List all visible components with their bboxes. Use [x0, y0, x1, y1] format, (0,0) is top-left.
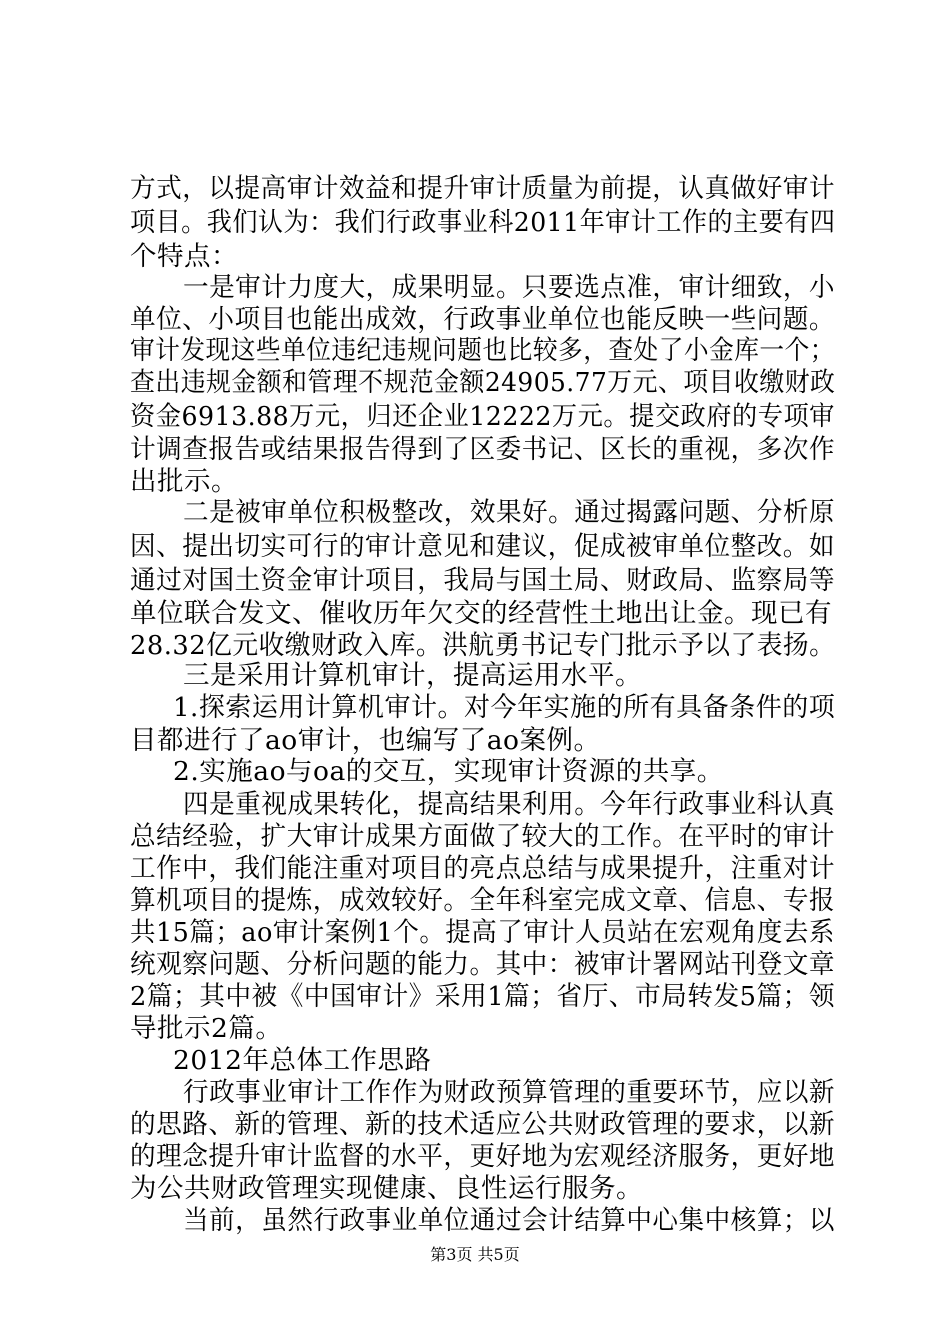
text-line: 28.32亿元收缴财政入库。洪航勇书记专门批示予以了表扬。	[130, 630, 836, 661]
text-line: 项目。我们认为：我们行政事业科2011年审计工作的主要有四	[130, 207, 836, 238]
page-number-footer: 第3页 共5页	[430, 1245, 520, 1264]
text-line: 目都进行了ao审计，也编写了ao案例。	[130, 725, 601, 756]
text-line: 的思路、新的管理、新的技术适应公共财政管理的要求，以新	[130, 1109, 836, 1140]
text-line: 三是采用计算机审计，提高运用水平。	[183, 660, 642, 691]
text-line: 单位、小项目也能出成效，行政事业单位也能反映一些问题。	[130, 304, 836, 335]
text-line: 2.实施ao与oa的交互，实现审计资源的共享。	[173, 756, 724, 787]
text-line: 为公共财政管理实现健康、良性运行服务。	[130, 1173, 643, 1204]
text-line: 当前，虽然行政事业单位通过会计结算中心集中核算；以	[183, 1205, 835, 1236]
text-line: 计调查报告或结果报告得到了区委书记、区长的重视，多次作	[130, 434, 836, 465]
text-line: 通过对国土资金审计项目，我局与国土局、财政局、监察局等	[130, 565, 836, 596]
text-line: 个特点：	[130, 241, 238, 272]
text-line: 统观察问题、分析问题的能力。其中：被审计署网站刊登文章	[130, 949, 836, 980]
text-line: 1.探索运用计算机审计。对今年实施的所有具备条件的项	[173, 692, 836, 723]
text-line: 二是被审单位积极整改，效果好。通过揭露问题、分析原	[183, 497, 835, 528]
text-line: 导批示2篇。	[130, 1013, 283, 1044]
text-line: 共15篇；ao审计案例1个。提高了审计人员站在宏观角度去系	[130, 917, 835, 948]
text-line: 工作中，我们能注重对项目的亮点总结与成果提升，注重对计	[130, 853, 836, 884]
text-line: 单位联合发文、催收历年欠交的经营性土地出让金。现已有	[130, 598, 832, 629]
text-line: 2篇；其中被《中国审计》采用1篇；省厅、市局转发5篇；领	[130, 981, 836, 1012]
text-line: 算机项目的提炼，成效较好。全年科室完成文章、信息、专报	[130, 885, 836, 916]
text-line: 审计发现这些单位违纪违规问题也比较多，查处了小金库一个；	[130, 335, 835, 366]
text-line: 查出违规金额和管理不规范金额24905.77万元、项目收缴财政	[130, 367, 836, 398]
text-line: 资金6913.88万元，归还企业12222万元。提交政府的专项审	[130, 401, 835, 432]
text-line: 总结经验，扩大审计成果方面做了较大的工作。在平时的审计	[130, 821, 836, 852]
text-line: 一是审计力度大，成果明显。只要选点准，审计细致，小	[183, 272, 835, 303]
text-line: 出批示。	[130, 466, 238, 497]
text-line: 的理念提升审计监督的水平，更好地为宏观经济服务，更好地	[130, 1141, 836, 1172]
text-line: 方式，以提高审计效益和提升审计质量为前提，认真做好审计	[130, 173, 836, 204]
text-line: 四是重视成果转化，提高结果利用。今年行政事业科认真	[183, 789, 835, 820]
section-heading: 2012年总体工作思路	[173, 1045, 432, 1076]
text-line: 因、提出切实可行的审计意见和建议，促成被审单位整改。如	[130, 531, 836, 562]
text-line: 行政事业审计工作作为财政预算管理的重要环节，应以新	[183, 1077, 835, 1108]
